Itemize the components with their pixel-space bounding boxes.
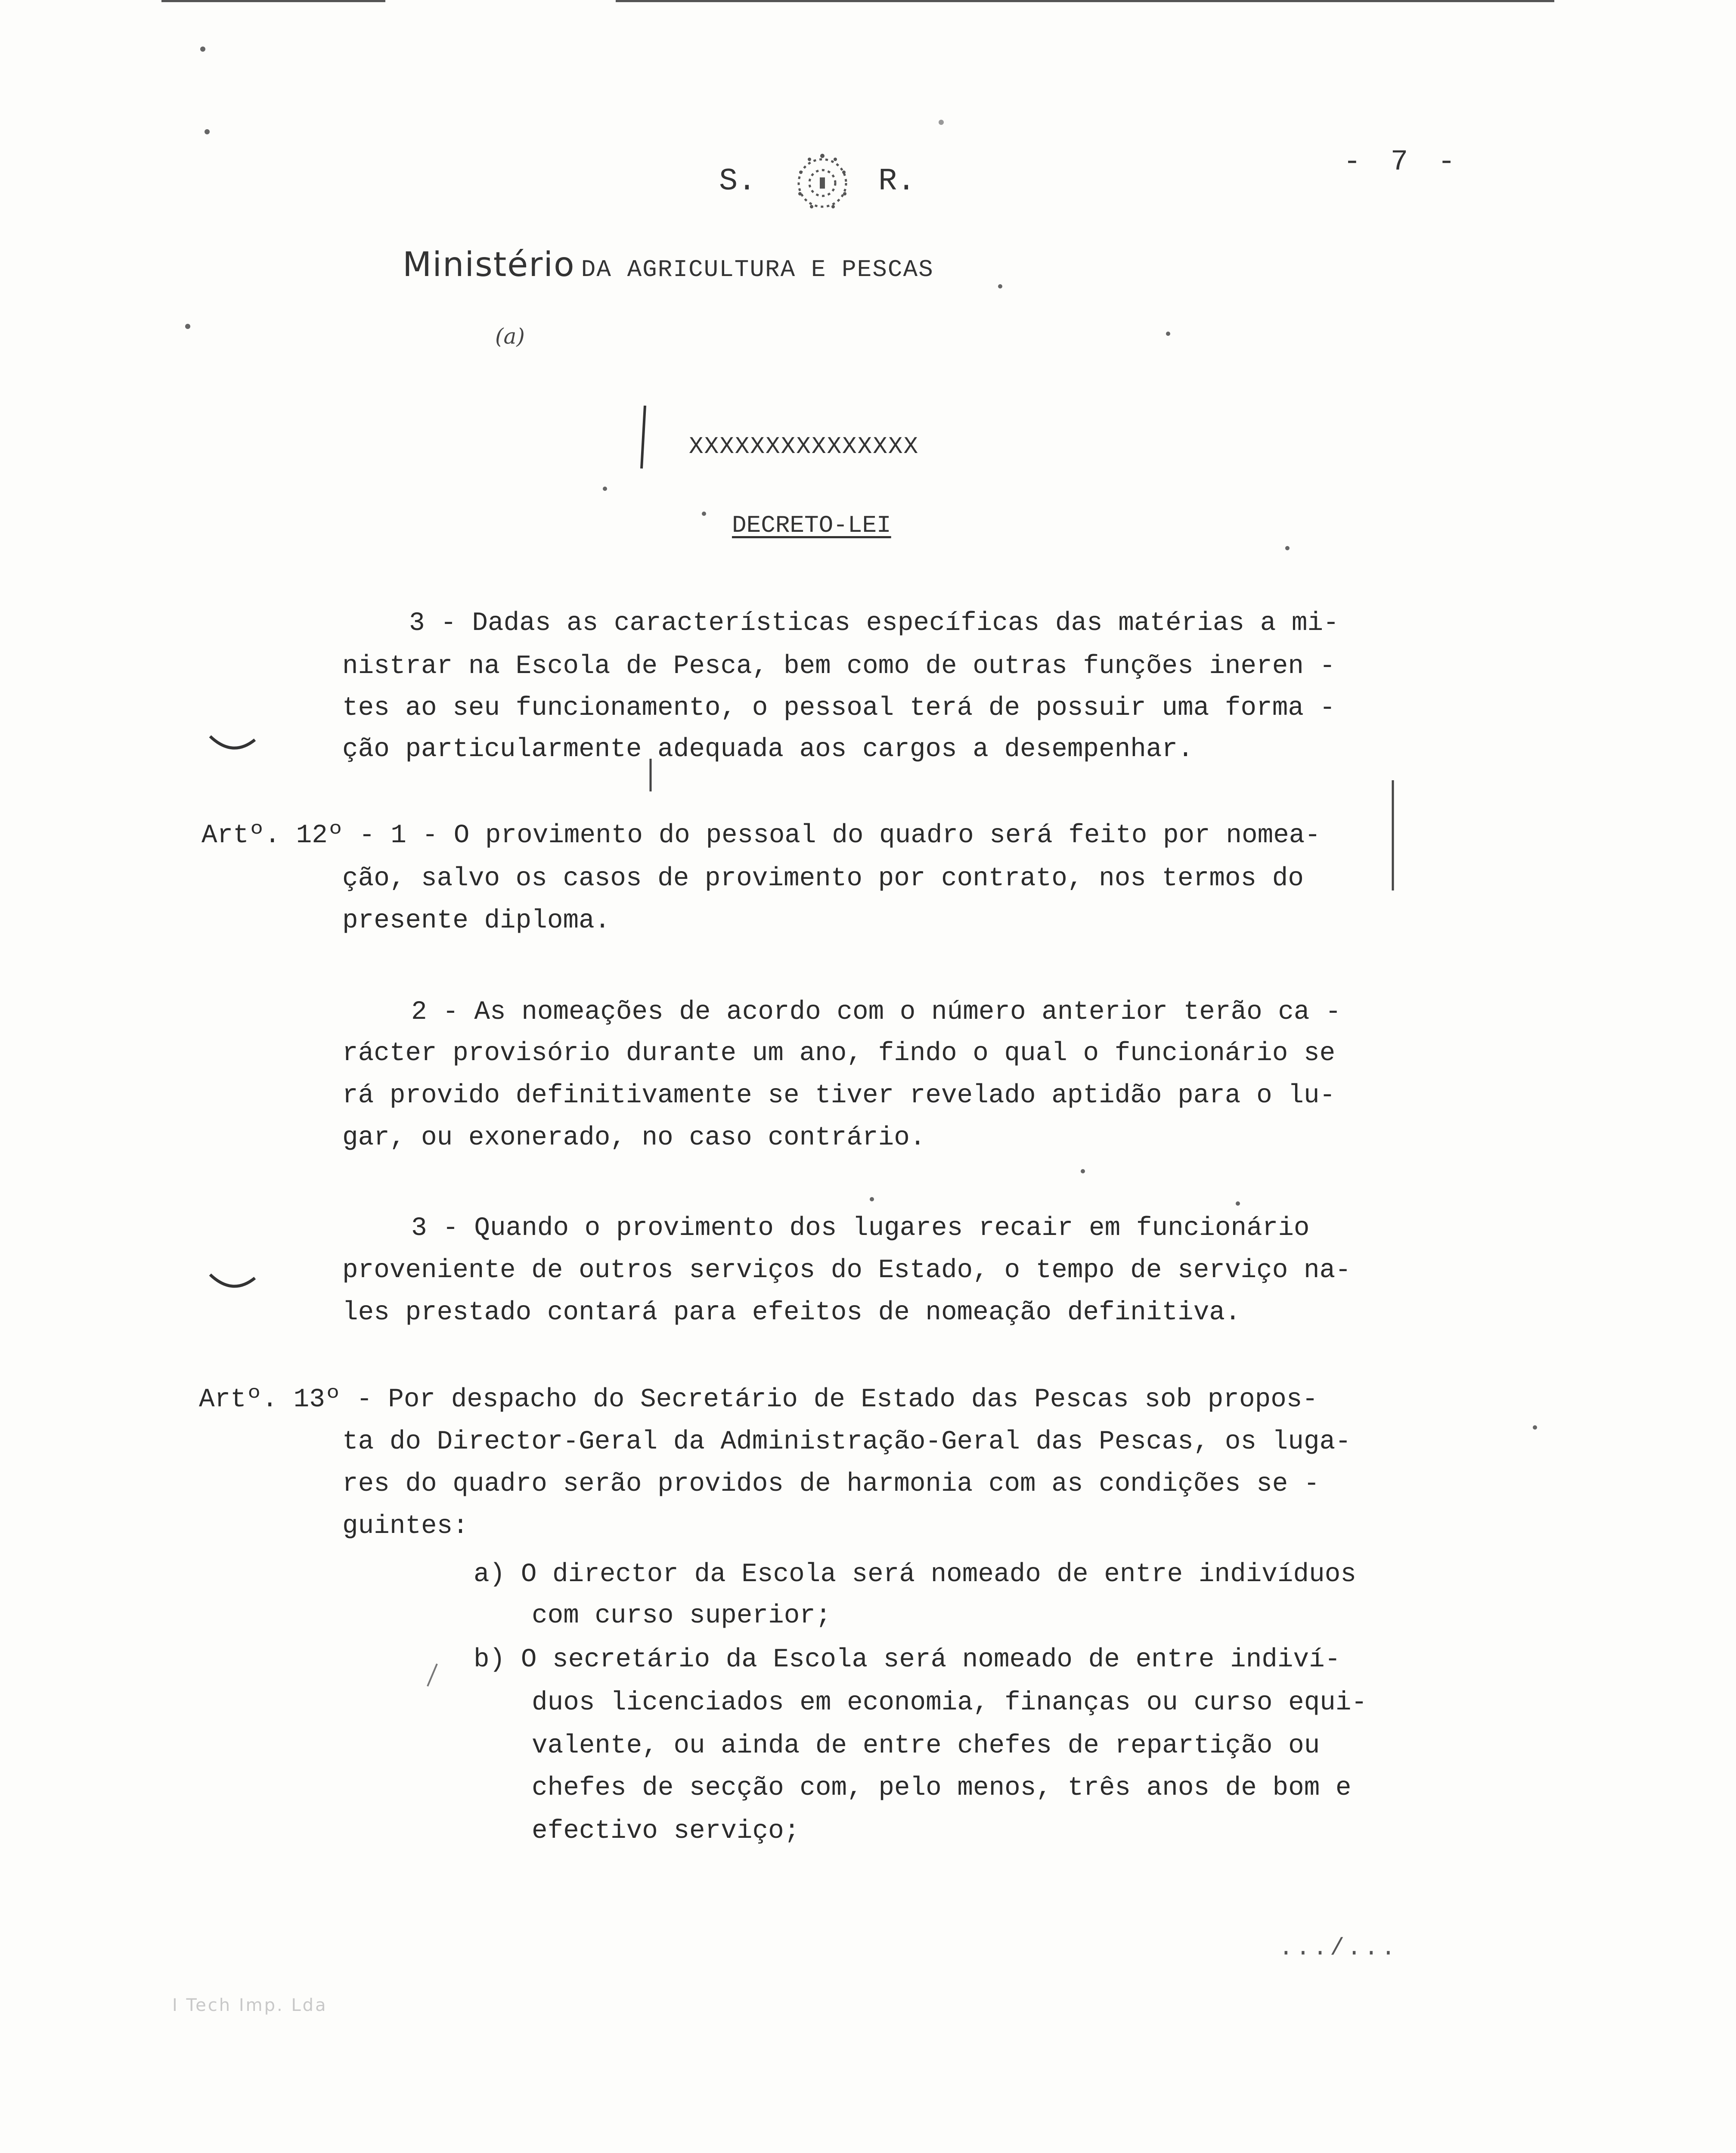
text-line: 3 - Dadas as características específicas das matérias a mi-: [409, 608, 1339, 638]
text-line: 2 - As nomeações de acordo com o número anterior terão ca -: [411, 997, 1341, 1027]
text-line: proveniente de outros serviços do Estado, o tempo de serviço na-: [342, 1256, 1351, 1285]
pen-mark: [648, 758, 653, 792]
top-rule-left: [161, 0, 385, 2]
text-line: ção, salvo os casos de provimento por contrato, nos termos do: [342, 864, 1304, 893]
scan-speck: [200, 47, 205, 52]
pen-mark: [424, 1662, 441, 1688]
vertical-pen-stroke: [637, 405, 650, 469]
seal-left-letter: S.: [719, 164, 756, 199]
ministry-name: DA AGRICULTURA E PESCAS: [581, 256, 934, 283]
text-line: res do quadro serão providos de harmonia com as condições se -: [342, 1469, 1320, 1499]
top-rule-right: [616, 0, 1554, 2]
page-number: - 7 -: [1343, 146, 1462, 179]
scan-speck: [939, 120, 944, 125]
continuation-mark: .../...: [1279, 1934, 1398, 1962]
struck-out-text: XXXXXXXXXXXXXXX: [689, 433, 919, 460]
ministry-script-label: Ministério: [403, 245, 575, 284]
text-line: chefes de secção com, pelo menos, três anos de bom e: [532, 1773, 1352, 1803]
list-item-b: b) O secretário da Escola será nomeado de entre indiví-: [474, 1645, 1341, 1675]
margin-vertical-line: [1389, 779, 1397, 891]
text-line: ta do Director-Geral da Administração-Geral das Pescas, os luga-: [342, 1427, 1351, 1457]
text-line: nistrar na Escola de Pesca, bem como de outras funções ineren -: [342, 651, 1336, 681]
text-line: rá provido definitivamente se tiver revelado aptidão para o lu-: [342, 1081, 1336, 1111]
scan-speck: [1285, 546, 1290, 550]
scan-speck: [1166, 332, 1170, 336]
scan-speck: [702, 512, 706, 516]
article-heading: Artº. 12º - 1 - O provimento do pessoal do quadro será feito por nomea-: [202, 821, 1321, 850]
margin-check-mark: [207, 1270, 258, 1296]
list-item-a: a) O director da Escola será nomeado de entre indivíduos: [474, 1560, 1356, 1589]
text-line: gar, ou exonerado, no caso contrário.: [342, 1123, 926, 1153]
text-line: tes ao seu funcionamento, o pessoal terá de possuir uma forma -: [342, 693, 1336, 723]
scan-speck: [185, 324, 190, 329]
text-line: com curso superior;: [532, 1601, 831, 1631]
ministry-heading: [403, 245, 934, 284]
text-line: presente diploma.: [342, 906, 611, 936]
scan-speck: [998, 284, 1002, 289]
seal-right-letter: R.: [878, 164, 916, 199]
margin-check-mark: [207, 732, 258, 758]
article-heading: Artº. 13º - Por despacho do Secretário de Estado das Pescas sob propos-: [199, 1385, 1318, 1415]
text-line: ção particularmente adequada aos cargos a desempenhar.: [342, 735, 1194, 764]
faint-print-note: I Tech Imp. Lda: [172, 1995, 328, 2015]
text-line: guintes:: [342, 1511, 468, 1541]
scan-speck: [1236, 1201, 1240, 1206]
scan-speck: [1533, 1425, 1537, 1430]
text-line: 3 - Quando o provimento dos lugares recair em funcionário: [411, 1213, 1310, 1243]
text-line: les prestado contará para efeitos de nomeação definitiva.: [342, 1298, 1241, 1328]
text-line: duos licenciados em economia, finanças ou curso equi-: [532, 1688, 1367, 1718]
scan-speck: [870, 1197, 874, 1201]
reference-mark: (a): [495, 324, 525, 349]
text-line: efectivo serviço;: [532, 1816, 800, 1846]
document-title: DECRETO-LEI: [732, 512, 891, 539]
scan-speck: [603, 487, 607, 491]
coat-of-arms-icon: [784, 146, 861, 220]
scan-speck: [205, 129, 210, 134]
scan-speck: [1081, 1169, 1085, 1173]
text-line: rácter provisório durante um ano, findo o qual o funcionário se: [342, 1039, 1336, 1068]
text-line: valente, ou ainda de entre chefes de repartição ou: [532, 1731, 1320, 1761]
